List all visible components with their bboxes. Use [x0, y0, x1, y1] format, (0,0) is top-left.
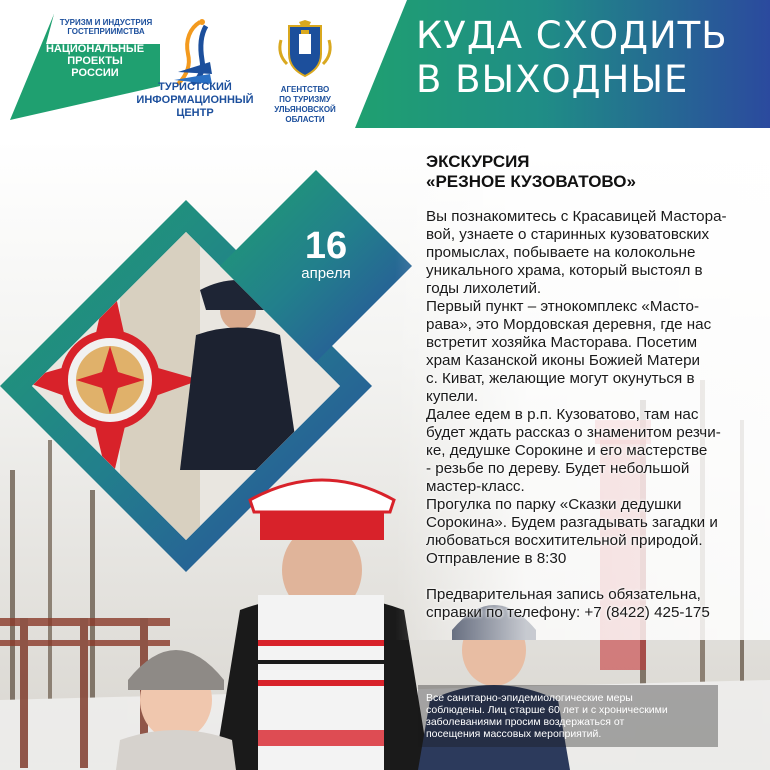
national-projects-subtitle: ТУРИЗМ И ИНДУСТРИЯ ГОСТЕПРИИМСТВА — [59, 18, 153, 36]
banner-title: КУДА СХОДИТЬ В ВЫХОДНЫЕ — [416, 14, 728, 101]
event-date-month: апреля — [301, 265, 351, 282]
tourist-center-name: ТУРИСТСКИЙ ИНФОРМАЦИОННЫЙ ЦЕНТР — [136, 81, 254, 119]
national-projects-title: НАЦИОНАЛЬНЫЕ ПРОЕКТЫ РОССИИ — [45, 43, 145, 79]
coat-of-arms-icon — [275, 20, 335, 80]
event-title: ЭКСКУРСИЯ «РЕЗНОЕ КУЗОВАТОВО» — [426, 152, 636, 191]
event-description: Вы познакомитесь с Красавицей Мастора- вой, узнаете о старинных кузоватовских промыслах, побываете на колокольне уникального храма, который выстоял в годы лихолетий. Первый пункт – этнокомплекс «Масто- рава», это Мордовская деревня, где нас встретит хозяйка Масторава. Посетим храм Казанской иконы Божией Матери с. Киват, желающие могут окунуться в купели. Далее едем в р.п. Кузоватово, там нас будет ждать рассказ о знаменитом резчи- ке, дедушке Сорокине и его мастерстве - резьбе по дереву. Будет небольшой мастер-класс. Прогулка по парку «Сказки дедушки Сорокина». Будем разгадывать загадки и любоваться восхитительной природой. Отправление в 8:30 — [426, 208, 727, 567]
registration-info: Предварительная запись обязательна, справки по телефону: +7 (8422) 425-175 — [426, 586, 710, 621]
agency-name: АГЕНТСТВО ПО ТУРИЗМУ УЛЬЯНОВСКОЙ ОБЛАСТИ — [274, 85, 336, 124]
sanitary-disclaimer: Все санитарно-эпидемиологические меры соблюдены. Лиц старше 60 лет и с хроническими заболеваниями просим воздержаться от посещения массовых мероприятий. — [426, 692, 668, 740]
event-description-panel — [426, 152, 766, 622]
event-date-day: 16 — [304, 225, 348, 267]
event-date — [293, 226, 359, 282]
